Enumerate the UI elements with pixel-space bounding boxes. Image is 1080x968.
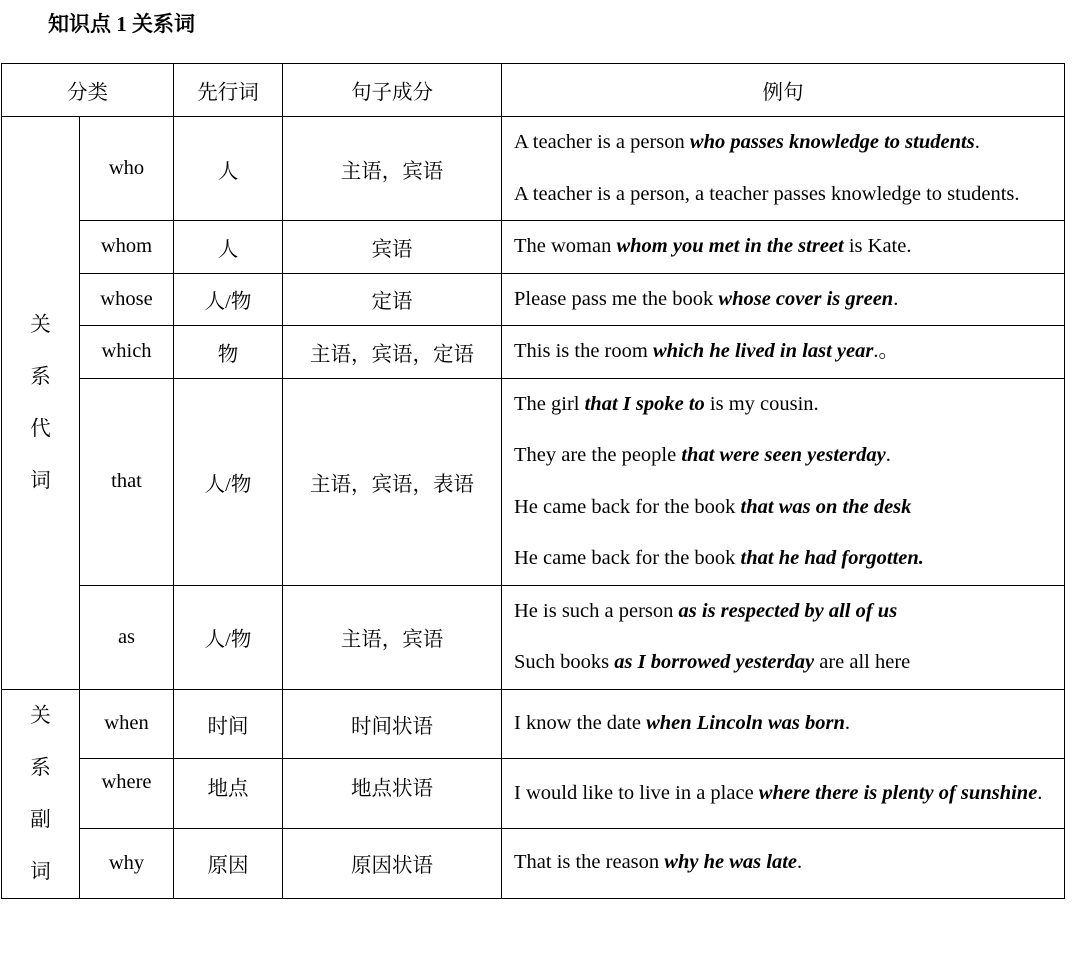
word-cell: who: [80, 117, 174, 221]
function-cell: 主语，宾语: [283, 117, 502, 221]
word-cell: which: [80, 326, 174, 379]
function-cell: 宾语: [283, 221, 502, 274]
example-cell: This is the room which he lived in last year.。: [502, 326, 1065, 379]
word-cell: whose: [80, 273, 174, 326]
header-category: 分类: [2, 64, 174, 117]
page-title: 知识点 1 关系词: [48, 12, 195, 36]
word-cell: whom: [80, 221, 174, 274]
function-cell: 时间状语: [283, 689, 502, 759]
table-row: [2, 585, 1065, 689]
table-row: [2, 326, 1065, 379]
antecedent-cell: 原因: [174, 828, 283, 898]
table-row: [2, 273, 1065, 326]
word-cell: where: [80, 759, 174, 829]
table-row: [2, 221, 1065, 274]
category-relative-pronoun: 关 系 代 词: [2, 117, 80, 690]
example-cell: The woman whom you met in the street is Kate.: [502, 221, 1065, 274]
function-cell: 地点状语: [283, 759, 502, 829]
table-row: [2, 117, 1065, 221]
example-cell: A teacher is a person who passes knowledge to students. A teacher is a person, a teacher passes knowledge to students.: [502, 117, 1065, 221]
example-cell: He is such a person as is respected by all of us Such books as I borrowed yesterday are all here: [502, 585, 1065, 689]
antecedent-cell: 人: [174, 221, 283, 274]
antecedent-cell: 人/物: [174, 378, 283, 585]
antecedent-cell: 人: [174, 117, 283, 221]
function-cell: 主语，宾语: [283, 585, 502, 689]
antecedent-cell: 时间: [174, 689, 283, 759]
header-example: 例句: [502, 64, 1065, 117]
antecedent-cell: 物: [174, 326, 283, 379]
function-cell: 主语，宾语，定语: [283, 326, 502, 379]
word-cell: as: [80, 585, 174, 689]
word-cell: that: [80, 378, 174, 585]
function-cell: 主语，宾语，表语: [283, 378, 502, 585]
table-row: [2, 689, 1065, 759]
relative-words-table: [1, 63, 1065, 899]
table-row: [2, 378, 1065, 585]
table-row: [2, 759, 1065, 829]
header-function: 句子成分: [283, 64, 502, 117]
header-row: [2, 64, 1065, 117]
antecedent-cell: 地点: [174, 759, 283, 829]
example-cell: I know the date when Lincoln was born.: [502, 689, 1065, 759]
word-cell: why: [80, 828, 174, 898]
antecedent-cell: 人/物: [174, 585, 283, 689]
example-cell: I would like to live in a place where there is plenty of sunshine.: [502, 759, 1065, 829]
example-cell: Please pass me the book whose cover is green.: [502, 273, 1065, 326]
header-antecedent: 先行词: [174, 64, 283, 117]
antecedent-cell: 人/物: [174, 273, 283, 326]
word-cell: when: [80, 689, 174, 759]
example-cell: The girl that I spoke to is my cousin. They are the people that were seen yesterday. He came back for the book that was on the desk He came back for the book that he had forgotten.: [502, 378, 1065, 585]
function-cell: 定语: [283, 273, 502, 326]
example-cell: That is the reason why he was late.: [502, 828, 1065, 898]
table-row: [2, 828, 1065, 898]
function-cell: 原因状语: [283, 828, 502, 898]
category-relative-adverb: 关 系 副 词: [2, 689, 80, 898]
